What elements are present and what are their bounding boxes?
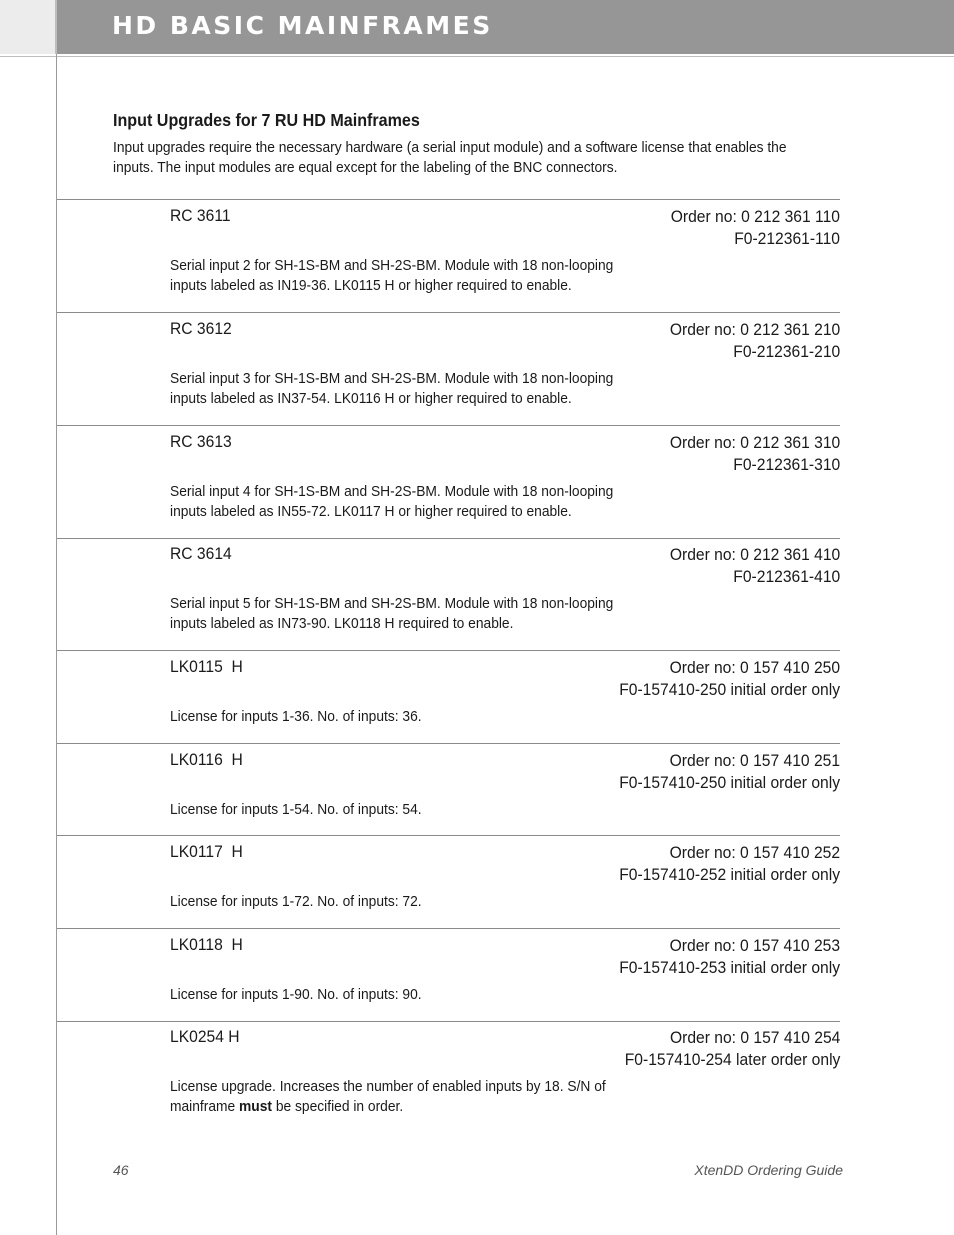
- product-description: Serial input 4 for SH-1S-BM and SH-2S-BM. Module with 18 non-looping inputs labeled as IN55-72. LK0117 H or higher required to enable.: [170, 483, 614, 520]
- order-info: [619, 657, 840, 701]
- order-number: Order no: 0 212 361 310: [669, 433, 840, 452]
- order-number: Order no: 0 157 410 251: [669, 751, 840, 770]
- order-info: [624, 1027, 840, 1071]
- order-info: [670, 319, 840, 363]
- product-description: Serial input 2 for SH-1S-BM and SH-2S-BM. Module with 18 non-looping inputs labeled as IN19-36. LK0115 H or higher required to enable.: [170, 257, 614, 294]
- product-code: LK0118 H: [170, 935, 243, 954]
- divider: [57, 425, 840, 426]
- order-number: Order no: 0 157 410 252: [669, 843, 840, 862]
- divider: [57, 928, 840, 929]
- product-code: RC 3611: [170, 206, 231, 225]
- order-number: Order no: 0 157 410 254: [669, 1028, 840, 1047]
- left-margin-rule: [56, 54, 57, 1235]
- description-text: License upgrade. Increases the number of enabled inputs by 18. S/N of mainframe: [170, 1078, 606, 1115]
- description-text: be specified in order.: [272, 1098, 404, 1115]
- section-title: Input Upgrades for 7 RU HD Mainframes: [113, 110, 420, 130]
- product-code: RC 3614: [170, 544, 232, 563]
- product-description: License for inputs 1-90. No. of inputs: 90.: [170, 986, 422, 1003]
- divider: [57, 199, 840, 200]
- corner-block: [0, 0, 57, 54]
- divider: [57, 1021, 840, 1022]
- order-alt-number: F0-157410-250 initial order only: [619, 680, 840, 699]
- order-alt-number: F0-212361-110: [734, 229, 840, 248]
- divider: [57, 743, 840, 744]
- product-code: RC 3613: [170, 432, 232, 451]
- product-description: Serial input 5 for SH-1S-BM and SH-2S-BM. Module with 18 non-looping inputs labeled as IN73-90. LK0118 H required to enable.: [170, 595, 614, 632]
- order-number: Order no: 0 157 410 250: [669, 658, 840, 677]
- product-code: RC 3612: [170, 319, 232, 338]
- page-number: 46: [113, 1162, 129, 1178]
- order-info: [619, 935, 840, 979]
- product-description: License for inputs 1-54. No. of inputs: 54.: [170, 801, 422, 818]
- divider: [57, 538, 840, 539]
- order-alt-number: F0-157410-250 initial order only: [619, 773, 840, 792]
- product-code: LK0115 H: [170, 657, 243, 676]
- header-rule: [0, 56, 954, 57]
- order-alt-number: F0-157410-253 initial order only: [619, 958, 840, 977]
- order-info: [670, 432, 840, 476]
- product-description: License for inputs 1-36. No. of inputs: 36.: [170, 708, 422, 725]
- product-description: [170, 1077, 612, 1117]
- product-description: License for inputs 1-72. No. of inputs: 72.: [170, 893, 422, 910]
- order-number: Order no: 0 157 410 253: [669, 936, 840, 955]
- product-code: LK0116 H: [170, 750, 243, 769]
- order-alt-number: F0-212361-410: [733, 567, 840, 586]
- divider: [57, 312, 840, 313]
- order-info: [619, 750, 840, 794]
- order-alt-number: F0-157410-252 initial order only: [619, 865, 840, 884]
- order-alt-number: F0-212361-210: [733, 342, 840, 361]
- guide-title: XtenDD Ordering Guide: [694, 1162, 843, 1178]
- product-description: Serial input 3 for SH-1S-BM and SH-2S-BM. Module with 18 non-looping inputs labeled as IN37-54. LK0116 H or higher required to enable.: [170, 370, 614, 407]
- product-code: LK0117 H: [170, 842, 243, 861]
- order-info: [670, 544, 840, 588]
- order-alt-number: F0-212361-310: [733, 455, 840, 474]
- page-header-title: HD BASIC MAINFRAMES: [112, 11, 493, 40]
- order-info: [619, 842, 840, 886]
- order-number: Order no: 0 212 361 210: [669, 320, 840, 339]
- header-bar: [57, 0, 954, 54]
- order-number: Order no: 0 212 361 410: [669, 545, 840, 564]
- product-code: LK0254 H: [170, 1027, 240, 1046]
- description-emphasis: must: [239, 1098, 273, 1115]
- order-info: [671, 206, 840, 250]
- divider: [57, 650, 840, 651]
- order-alt-number: F0-157410-254 later order only: [624, 1050, 840, 1069]
- section-intro: Input upgrades require the necessary hardware (a serial input module) and a software license that enables the inputs. The input modules are equal except for the labeling of the BNC connectors.: [113, 139, 787, 176]
- divider: [57, 835, 840, 836]
- order-number: Order no: 0 212 361 110: [670, 207, 840, 226]
